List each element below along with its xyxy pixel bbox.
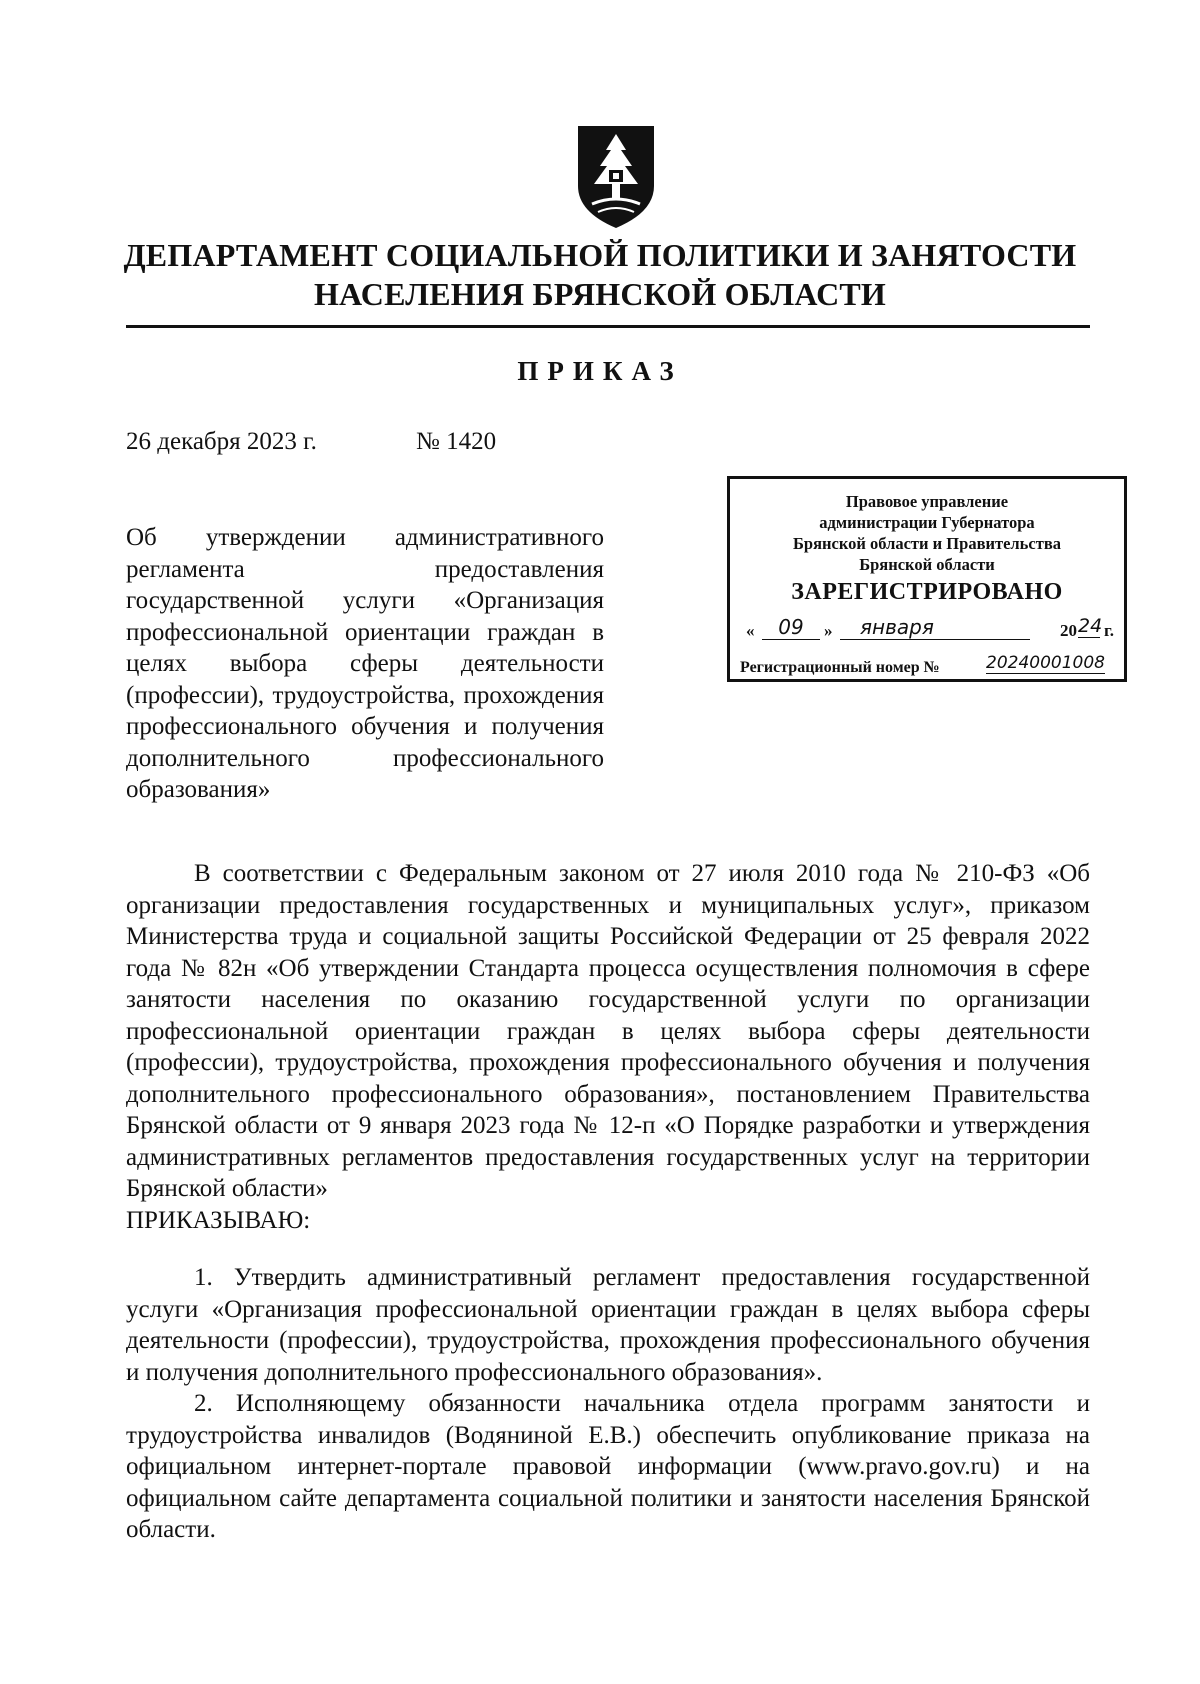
order-item-2: 2. Исполняющему обязанности начальника отдела программ занятости и трудоустройства инвалидов (Водяниной Е.В.) обеспечить опубликование приказа на официальном интернет-портале правовой информации (www.pravo.gov.ru) и на официальном сайте департамента социальной политики и занятости населения Брянской области. (126, 1390, 1090, 1543)
stamp-org-line1: Правовое управление (845, 492, 1009, 511)
stamp-year-suffix: 24 (1078, 615, 1103, 637)
header-divider (126, 325, 1090, 328)
document-subject: Об утверждении административного регламента предоставления государственной услуги «Организация профессиональной ориентации граждан в целях выбора сферы деятельности (профессии), трудоустройства, прохождения профессионального обучения и получения дополнительного профессионального образования» (126, 524, 604, 803)
stamp-quote-close: » (824, 621, 833, 640)
registration-stamp (727, 476, 1127, 682)
stamp-reg-number: 20240001008 (986, 653, 1105, 673)
document-body (126, 858, 1090, 1546)
stamp-year-unit: г. (1104, 621, 1115, 640)
stamp-date (740, 615, 1122, 645)
department-name-line1: ДЕПАРТАМЕНТ СОЦИАЛЬНОЙ ПОЛИТИКИ И ЗАНЯТОСТИ (123, 237, 1077, 273)
stamp-org-line3: Брянской области и Правительства (793, 534, 1061, 553)
stamp-day: 09 (762, 615, 820, 640)
stamp-title: ЗАРЕГИСТРИРОВАНО (791, 579, 1063, 605)
stamp-org-line4: Брянской области (859, 555, 995, 574)
stamp-month: января (840, 615, 1030, 640)
stamp-year-prefix: 20 (1060, 621, 1077, 640)
stamp-organization (730, 491, 1124, 575)
department-name (100, 236, 1100, 314)
document-number: № 1420 (416, 428, 497, 455)
stamp-reg-label: Регистрационный номер № (740, 659, 940, 676)
preamble-paragraph: В соответствии с Федеральным законом от 27 июля 2010 года № 210-ФЗ «Об организации предоставления государственных и муниципальных услуг», приказом Министерства труда и социальной защиты Российской Федерации от 25 февраля 2022 года № 82н «Об утверждении Стандарта процесса осуществления полномочия в сфере занятости населения по оказанию государственной услуги по организации профессиональной ориентации граждан в целях выбора сферы деятельности (профессии), трудоустройства, прохождения профессионального обучения и получения дополнительного профессионального образования», постановлением Правительства Брянской области от 9 января 2023 года № 12-п «О Порядке разработки и утверждения административных регламентов предоставления государственных услуг на территории Брянской области» (126, 860, 1090, 1202)
department-name-line2: НАСЕЛЕНИЯ БРЯНСКОЙ ОБЛАСТИ (313, 276, 887, 312)
bryansk-coat-of-arms-icon (576, 124, 656, 230)
stamp-org-line2: администрации Губернатора (819, 513, 1035, 532)
command-word: ПРИКАЗЫВАЮ: (126, 1206, 311, 1234)
document-date: 26 декабря 2023 г. (126, 428, 317, 455)
document-type: ПРИКАЗ (517, 356, 683, 386)
stamp-registration (740, 655, 1122, 681)
stamp-quote-open: « (746, 621, 755, 640)
order-item-1: 1. Утвердить административный регламент предоставления государственной услуги «Организация профессиональной ориентации граждан в целях выбора сферы деятельности (профессии), трудоустройства, прохождения профессионального обучения и получения дополнительного профессионального образования». (126, 1264, 1090, 1386)
